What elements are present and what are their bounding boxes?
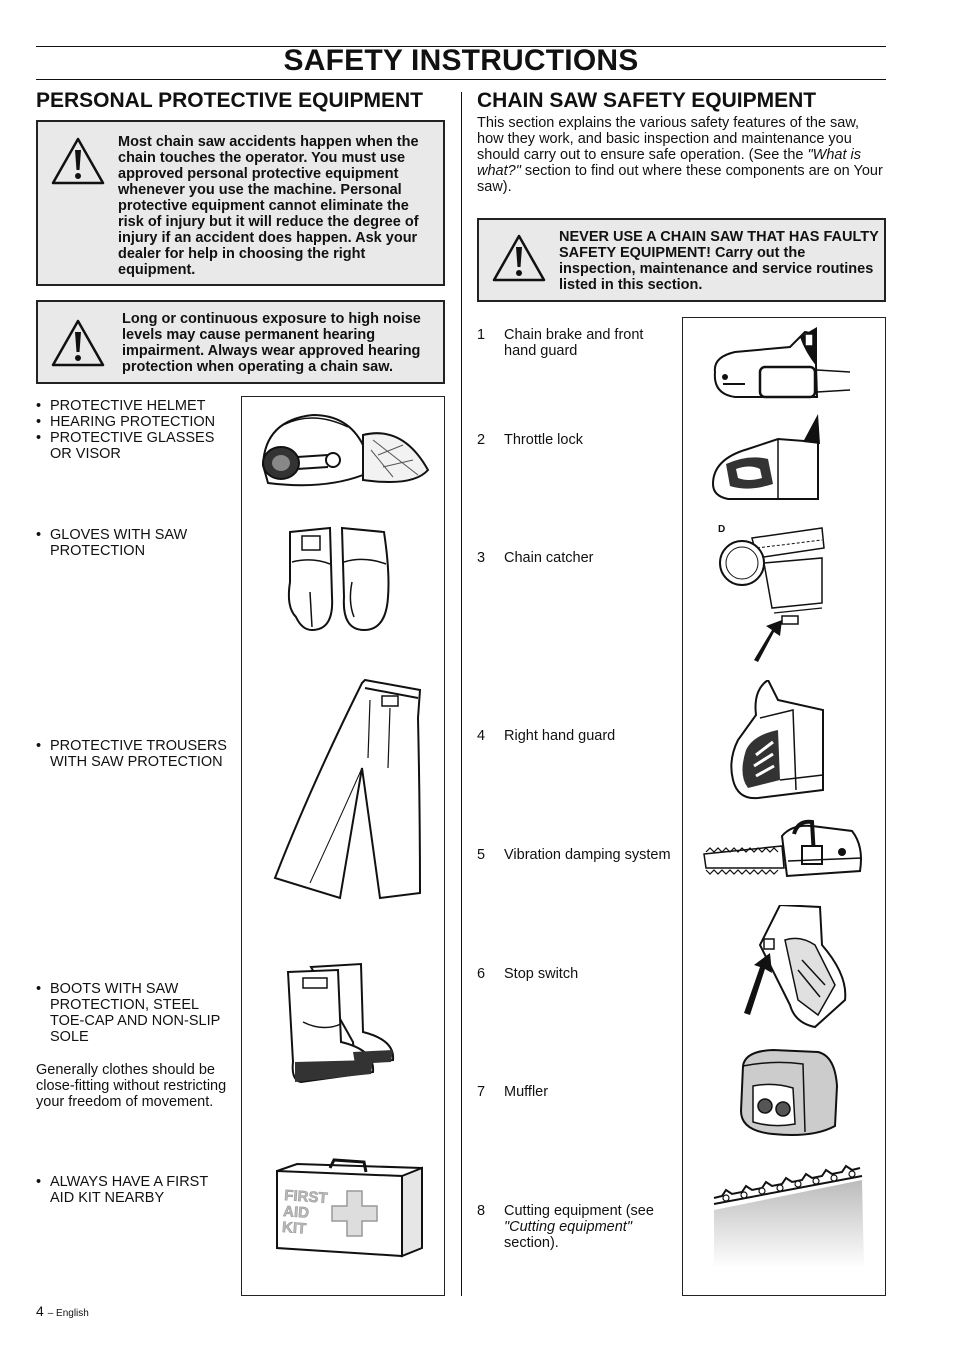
clothes-note: Generally clothes should be close-fitting without restricting your freedom of movement. [36,1062,227,1110]
ppe-heading: PERSONAL PROTECTIVE EQUIPMENT [36,89,423,112]
cutting-equipment-icon [710,1160,865,1270]
list-item: • HEARING PROTECTION [36,414,236,430]
item-number: 1 [477,327,486,343]
intro-text: This section explains the various safety features of the saw, how they work, and basic inspection and maintenance you should carry out to ensure safe operation. (See the [477,115,860,163]
item-label-reference: "Cutting equipment" [504,1219,632,1235]
warning-triangle-icon [491,233,547,283]
ppe-list-gloves [36,527,226,559]
right-hand-guard-icon [718,680,828,805]
ppe-list-boots [36,981,236,1045]
list-item: • PROTECTIVE TROUSERS WITH SAW PROTECTION [36,738,236,770]
warning-triangle-icon [50,136,106,186]
list-item: • ALWAYS HAVE A FIRST AID KIT NEARBY [36,1174,226,1206]
intro-text: section to find out where these components are on Your saw). [477,163,883,195]
ppe-list-trousers [36,738,236,770]
muffler-icon [733,1046,843,1141]
item-number: 8 [477,1203,486,1219]
item-label [504,1203,669,1251]
list-item: • GLOVES WITH SAW PROTECTION [36,527,226,559]
chain-brake-icon [705,322,855,402]
chain-saw-safety-heading: CHAIN SAW SAFETY EQUIPMENT [477,89,817,112]
list-item: • PROTECTIVE GLASSES OR VISOR [36,430,236,462]
intro-reference: "What is what?" [477,147,861,179]
vibration-damping-icon [702,816,867,886]
safety-boots-icon [283,962,403,1087]
intro-paragraph [477,115,887,195]
item-label: Muffler [504,1084,549,1100]
protective-trousers-icon [270,678,430,908]
warning-text-accidents: Most chain saw accidents happen when the chain touches the operator. You must use approved personal protective equipment whenever you use the machine. Personal protective equipment cannot eliminate the risk of injury but it will reduce the degree of injury if an accident does happen. Ask your dealer for help in choosing the right equipment. [118,134,419,278]
helmet-visor-earmuff-icon [253,405,433,495]
title-rule [36,79,886,80]
stop-switch-icon [740,905,850,1030]
item-number: 4 [477,728,486,744]
first-aid-kit-icon [272,1156,432,1266]
warning-text-noise: Long or continuous exposure to high noise levels may cause permanent hearing impairment. Always wear approved hearing protection when operating a chain saw. [122,311,421,375]
warning-text-faulty-equipment: NEVER USE A CHAIN SAW THAT HAS FAULTY SAFETY EQUIPMENT! Carry out the inspection, maintenance and service routines listed in this section. [559,229,879,293]
item-number: 2 [477,432,486,448]
page-title: SAFETY INSTRUCTIONS [283,44,639,77]
list-item: • BOOTS WITH SAW PROTECTION, STEEL TOE-CAP AND NON-SLIP SOLE [36,981,236,1045]
gloves-icon [282,522,402,637]
warning-box-faulty-equipment [477,218,886,302]
warning-box-noise [36,300,445,384]
page-number: 4 [36,1303,44,1319]
ppe-list-head [36,398,236,462]
item-label-text: section). [504,1235,559,1251]
item-label: Chain catcher [504,550,594,566]
chain-catcher-marker: D [718,524,726,535]
ppe-list-firstaid [36,1174,226,1206]
warning-box-accidents [36,120,445,286]
item-label: Right hand guard [504,728,616,744]
item-label: Throttle lock [504,432,583,448]
item-number: 6 [477,966,486,982]
item-number: 3 [477,550,486,566]
item-label: Chain brake and front hand guard [504,327,644,359]
page-footer [36,1303,89,1319]
item-label-text: Cutting equipment (see [504,1203,654,1219]
warning-triangle-icon [50,318,106,368]
column-divider [461,92,462,1296]
list-item: • PROTECTIVE HELMET [36,398,236,414]
chain-catcher-icon [712,518,842,663]
throttle-lock-icon [708,414,828,504]
first-aid-kit-label: FIRSTAIDKIT [281,1187,329,1238]
item-number: 5 [477,847,486,863]
item-label: Vibration damping system [504,847,671,863]
footer-language: – English [47,1308,89,1319]
item-number: 7 [477,1084,486,1100]
item-label: Stop switch [504,966,579,982]
